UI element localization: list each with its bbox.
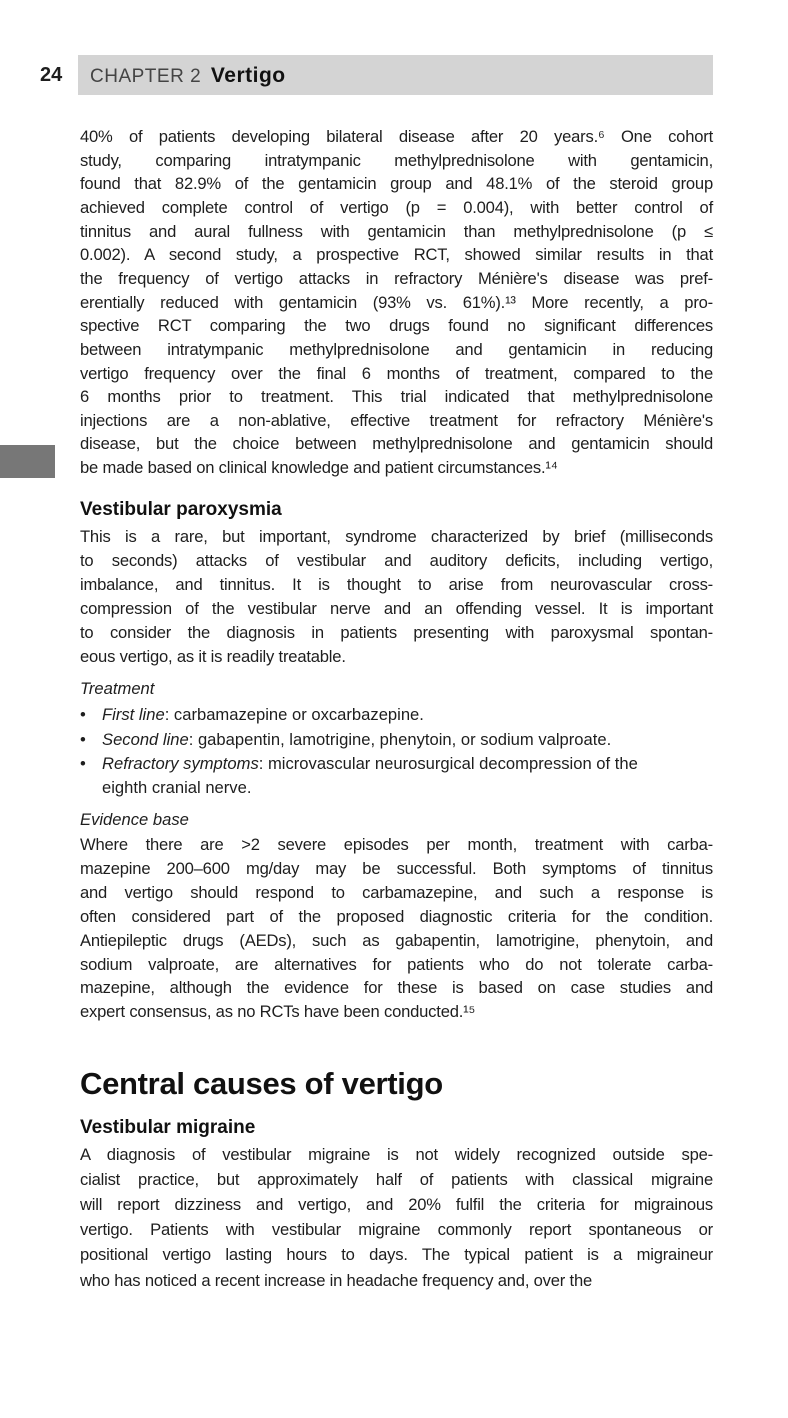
bullet-icon: • xyxy=(80,730,86,749)
text-line: mazepine, although the evidence for these is based on case studies and xyxy=(80,978,713,998)
text-line: A diagnosis of vestibular migraine is not widely recognized outside spe- xyxy=(80,1145,713,1164)
bullet-icon: • xyxy=(80,754,86,773)
bullet-label: Second line xyxy=(102,730,189,749)
text-line: will report dizziness and vertigo, and 20% fulfil the criteria for migrainous xyxy=(80,1195,713,1215)
subsection-heading: Treatment xyxy=(80,679,155,698)
text-line: imbalance, and tinnitus. It is thought to arise from neurovascular cross- xyxy=(80,575,713,594)
bullet-label: First line xyxy=(102,705,165,724)
text-line: achieved complete control of vertigo (p = 0.004), with better control of xyxy=(80,197,713,217)
text-line: the frequency of vertigo attacks in refractory Ménière's disease was pref- xyxy=(80,268,713,288)
text-line: This is a rare, but important, syndrome characterized by brief (milliseconds xyxy=(80,527,713,546)
text-line: spective RCT comparing the two drugs found no significant differences xyxy=(80,316,713,336)
bullet-text: : microvascular neurosurgical decompression of the xyxy=(258,754,638,773)
text-line: compression of the vestibular nerve and an offending vessel. It is important xyxy=(80,599,713,618)
section-heading-large: Central causes of vertigo xyxy=(80,1066,443,1101)
text-line: expert consensus, as no RCTs have been conducted.¹⁵ xyxy=(80,1002,476,1022)
chapter-label: CHAPTER 2 xyxy=(90,66,202,87)
text-line: study, comparing intratympanic methylprednisolone with gentamicin, xyxy=(80,150,713,170)
text-line: injections are a non-ablative, effective treatment for refractory Ménière's xyxy=(80,410,713,430)
text-line: cialist practice, but approximately half of patients with classical migraine xyxy=(80,1170,713,1190)
text-line: positional vertigo lasting hours to days. The typical patient is a migraineur xyxy=(80,1245,713,1265)
section-heading: Vestibular migraine xyxy=(80,1117,256,1138)
text-line: disease, but the choice between methylprednisolone and gentamicin should xyxy=(80,434,713,454)
text-line: and vertigo should respond to carbamazepine, and such a response is xyxy=(80,882,713,902)
text-line: to seconds) attacks of vestibular and auditory deficits, including vertigo, xyxy=(80,551,713,570)
chapter-thumb-tab xyxy=(0,445,55,478)
text-line: Where there are >2 severe episodes per month, treatment with carba- xyxy=(80,835,713,854)
text-line: be made based on clinical knowledge and patient circumstances.¹⁴ xyxy=(80,458,558,478)
chapter-title: Vertigo xyxy=(210,64,286,87)
text-line: 40% of patients developing bilateral disease after 20 years.⁶ One cohort xyxy=(80,127,713,146)
text-line: often considered part of the proposed diagnostic criteria for the condition. xyxy=(80,906,713,926)
page-number: 24 xyxy=(40,64,63,86)
text-line: vertigo. Patients with vestibular migraine commonly report spontaneous or xyxy=(80,1220,713,1240)
text-line: Antiepileptic drugs (AEDs), such as gabapentin, lamotrigine, phenytoin, and xyxy=(80,930,713,950)
text-line: tinnitus and aural fullness with gentamicin than methylprednisolone (p ≤ xyxy=(80,221,713,241)
text-line: vertigo frequency over the final 6 months of treatment, compared to the xyxy=(80,363,713,383)
text-line: sodium valproate, are alternatives for patients who do not tolerate carba- xyxy=(80,954,713,974)
bullet-icon: • xyxy=(80,705,86,724)
running-header xyxy=(90,64,286,88)
text-line: mazepine 200–600 mg/day may be successful. Both symptoms of tinnitus xyxy=(80,858,713,878)
text-line: who has noticed a recent increase in headache frequency and, over the xyxy=(80,1270,593,1290)
bullet-label: Refractory symptoms xyxy=(102,754,259,773)
bullet-text-continued: eighth cranial nerve. xyxy=(102,778,252,797)
bullet-text: : carbamazepine or oxcarbazepine. xyxy=(164,705,424,724)
text-line: 0.002). A second study, a prospective RCT, showed similar results in that xyxy=(80,245,713,265)
bullet-text: : gabapentin, lamotrigine, phenytoin, or sodium valproate. xyxy=(188,730,612,749)
text-line: eous vertigo, as it is readily treatable. xyxy=(80,647,346,666)
text-line: between intratympanic methylprednisolone and gentamicin in reducing xyxy=(80,339,713,359)
text-line: erentially reduced with gentamicin (93% vs. 61%).¹³ More recently, a pro- xyxy=(80,292,713,312)
text-line: to consider the diagnosis in patients presenting with paroxysmal spontan- xyxy=(80,623,713,642)
section-heading: Vestibular paroxysmia xyxy=(80,499,282,520)
text-line: 6 months prior to treatment. This trial indicated that methylprednisolone xyxy=(80,387,713,407)
text-line: found that 82.9% of the gentamicin group and 48.1% of the steroid group xyxy=(80,174,713,194)
subsection-heading: Evidence base xyxy=(80,810,189,829)
